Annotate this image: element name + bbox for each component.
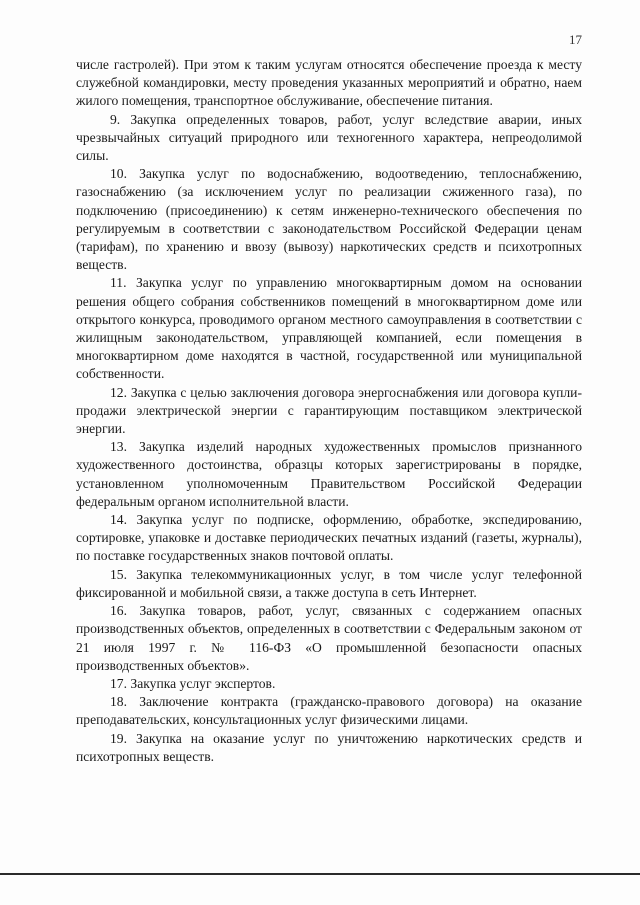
paragraph-item-13: 13. Закупка изделий народных художественных промыслов признанного художественного достоинства, образцы которых зарегистрированы в порядке, установленном уполномоченным Правительством Российской Федерации федеральным органом исполнительной власти. <box>76 439 582 509</box>
paragraph-item-12: 12. Закупка с целью заключения договора энергоснабжения или договора купли-продажи электрической энергии с гарантирующим поставщиком электрической энергии. <box>76 384 582 437</box>
document-body <box>76 56 582 766</box>
paragraph-item-9: 9. Закупка определенных товаров, работ, услуг вследствие аварии, иных чрезвычайных ситуаций природного или техногенного характера, непреодолимой силы. <box>76 111 582 164</box>
paragraph-continuation: числе гастролей). При этом к таким услугам относятся обеспечение проезда к месту служебной командировки, месту проведения указанных мероприятий и обратно, наем жилого помещения, транспортное обслуживание, обеспечение питания. <box>76 57 582 109</box>
paragraph-item-15: 15. Закупка телекоммуникационных услуг, в том числе услуг телефонной фиксированной и мобильной связи, а также доступа в сеть Интернет. <box>76 566 582 600</box>
page-number: 17 <box>569 32 582 47</box>
paragraph-item-19: 19. Закупка на оказание услуг по уничтожению наркотических средств и психотропных веществ. <box>76 730 582 764</box>
scan-edge-line <box>0 873 640 875</box>
paragraph-item-18: 18. Заключение контракта (гражданско-правового договора) на оказание преподавательских, консультационных услуг физическими лицами. <box>76 694 582 728</box>
paragraph-item-10: 10. Закупка услуг по водоснабжению, водоотведению, теплоснабжению, газоснабжению (за исключением услуг по реализации сжиженного газа), по подключению (присоединению) к сетям инженерно-технического обеспечения по регулируемым в соответствии с законодательством Российской Федерации ценам (тарифам), по хранению и ввозу (вывозу) наркотических средств и психотропных веществ. <box>76 166 582 273</box>
paragraph-item-14: 14. Закупка услуг по подписке, оформлению, обработке, экспедированию, сортировке, упаковке и доставке периодических печатных изданий (газеты, журналы), по поставке государственных знаков почтовой оплаты. <box>76 512 582 564</box>
paragraph-item-11: 11. Закупка услуг по управлению многоквартирным домом на основании решения общего собрания собственников помещений в многоквартирном доме или открытого конкурса, проводимого органом местного самоуправления в соответствии с жилищным законодательством, управляющей компанией, если помещения в многоквартирном доме находятся в частной, государственной или муниципальной собственности. <box>76 275 582 382</box>
paragraph-item-16: 16. Закупка товаров, работ, услуг, связанных с содержанием опасных производственных объектов, определенных в соответствии с Федеральным законом от 21 июля 1997 г. № 116-ФЗ «О промышленной безопасности опасных производственных объектов». <box>76 603 582 673</box>
paragraph-item-17: 17. Закупка услуг экспертов. <box>110 675 276 691</box>
